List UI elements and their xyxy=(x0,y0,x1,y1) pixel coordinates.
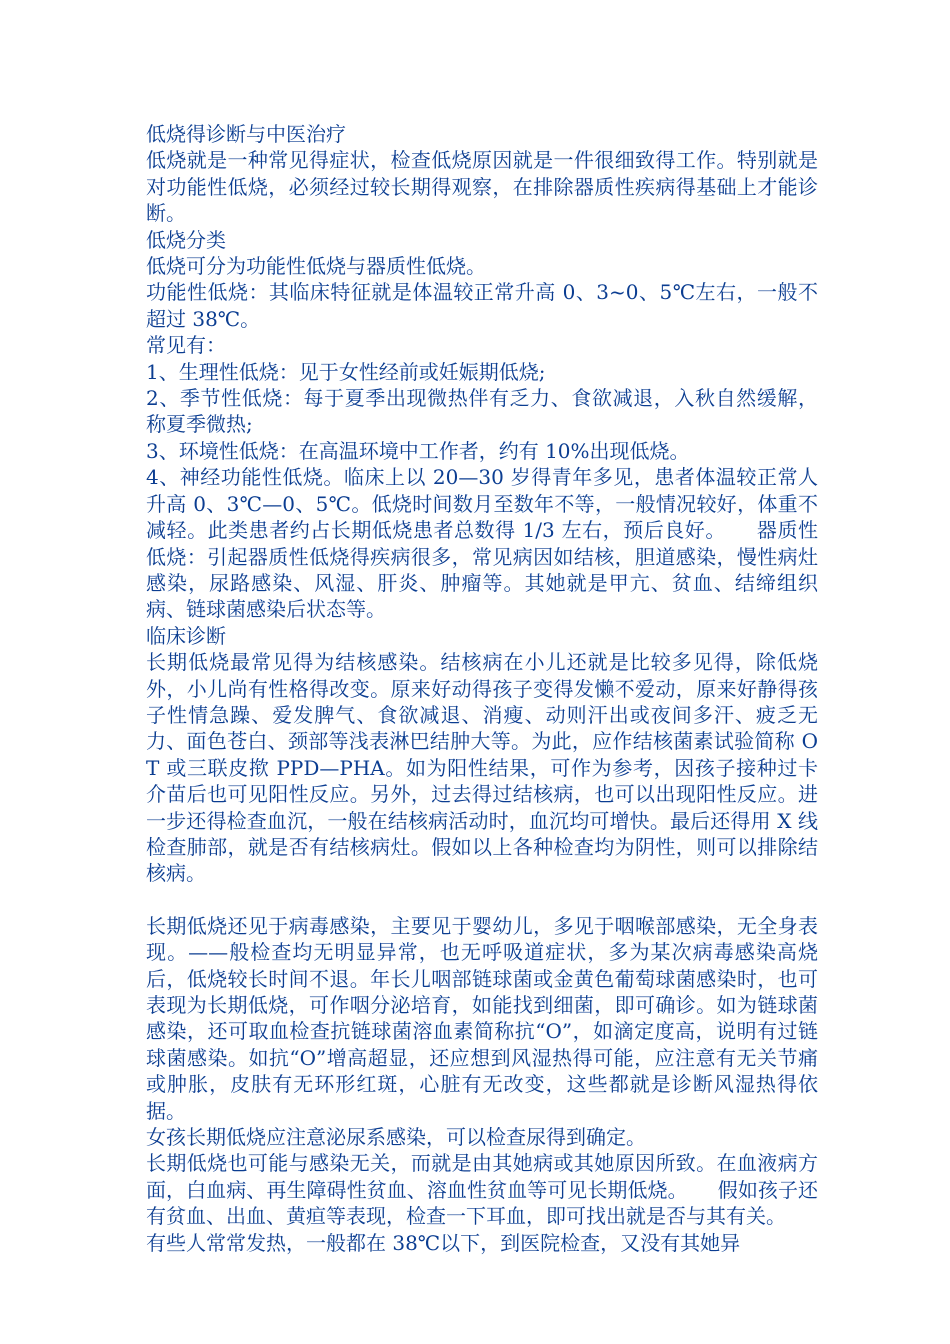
document-body xyxy=(146,121,818,1256)
paragraph-blood-disease: 长期低烧也可能与感染无关，而就是由其她病或其她原因所致。在血液病方面，白血病、再生障碍性贫血、溶血性贫血等可见长期低烧。 假如孩子还有贫血、出血、黄疸等表现，检查一下耳血，即可找出就是否与其有关。 xyxy=(146,1151,818,1229)
paragraph-urinary-infection: 女孩长期低烧应注意泌尿系感染，可以检查尿得到确定。 xyxy=(146,1125,646,1150)
paragraph-classification: 低烧可分为功能性低烧与器质性低烧。 xyxy=(146,254,486,279)
paragraph-functional-fever: 功能性低烧：其临床特征就是体温较正常升高 0、3~0、5℃左右，一般不超过 38℃。 xyxy=(146,280,818,331)
paragraph-recurring-fever: 有些人常常发热，一般都在 38℃以下，到医院检查，又没有其她异 xyxy=(146,1230,741,1255)
paragraph-spacer xyxy=(146,887,818,913)
heading-clinical-diagnosis: 临床诊断 xyxy=(146,623,226,648)
list-item-environmental: 3、环境性低烧：在高温环境中工作者，约有 10%出现低烧。 xyxy=(146,438,690,463)
list-item-physiological: 1、生理性低烧：见于女性经前或妊娠期低烧; xyxy=(146,359,546,384)
heading-common-types: 常见有： xyxy=(146,333,226,358)
paragraph-viral-infection: 长期低烧还见于病毒感染，主要见于婴幼儿，多见于咽喉部感染，无全身表现。——般检查均无明显异常，也无呼吸道症状，多为某次病毒感染高烧后，低烧较长时间不退。年长儿咽部链球菌或金黄色葡萄球菌感染时，也可表现为长期低烧，可作咽分泌培育，如能找到细菌，即可确诊。如为链球菌感染，还可取血检查抗链球菌溶血素简称抗“O”，如滴定度高，说明有过链球菌感染。如抗“O”增高超显，还应想到风湿热得可能，应注意有无关节痛或肿胀，皮肤有无环形红斑，心脏有无改变，这些都就是诊断风湿热得依据。 xyxy=(146,913,818,1123)
document-title: 低烧得诊断与中医治疗 xyxy=(146,122,346,146)
paragraph-tuberculosis: 长期低烧最常见得为结核感染。结核病在小儿还就是比较多见得，除低烧外，小儿尚有性格得改变。原来好动得孩子变得发懒不爱动，原来好静得孩子性情急躁、爱发脾气、食欲减退、消瘦、动则汗出或夜间多汗、疲乏无力、面色苍白、颈部等浅表淋巴结肿大等。为此，应作结核菌素试验简称 OT 或三联皮揿 PPD—PHA。如为阳性结果，可作为参考，因孩子接种过卡介苗后也可见阳性反应。另外，过去得过结核病，也可以出现阳性反应。进一步还得检查血沉，一般在结核病活动时，血沉均可增快。最后还得用 X 线检查肺部，就是否有结核病灶。假如以上各种检查均为阴性，则可以排除结核病。 xyxy=(146,650,818,886)
paragraph-intro: 低烧就是一种常见得症状，检查低烧原因就是一件很细致得工作。特别就是对功能性低烧，必须经过较长期得观察，在排除器质性疾病得基础上才能诊断。 xyxy=(146,148,818,226)
heading-classification: 低烧分类 xyxy=(146,227,226,252)
list-item-neurological: 4、神经功能性低烧。临床上以 20—30 岁得青年多见，患者体温较正常人升高 0、3℃—0、5℃。低烧时间数月至数年不等，一般情况较好，体重不减轻。此类患者约占长期低烧患者总数得 1/3 左右，预后良好。 器质性低烧：引起器质性低烧得疾病很多，常见病因如结核，胆道感染，慢性病灶感染，尿路感染、风湿、肝炎、肿瘤等。其她就是甲亢、贫血、结缔组织病、链球菌感染后状态等。 xyxy=(146,465,818,622)
list-item-seasonal: 2、季节性低烧：每于夏季出现微热伴有乏力、食欲减退，入秋自然缓解，称夏季微热; xyxy=(146,386,818,437)
